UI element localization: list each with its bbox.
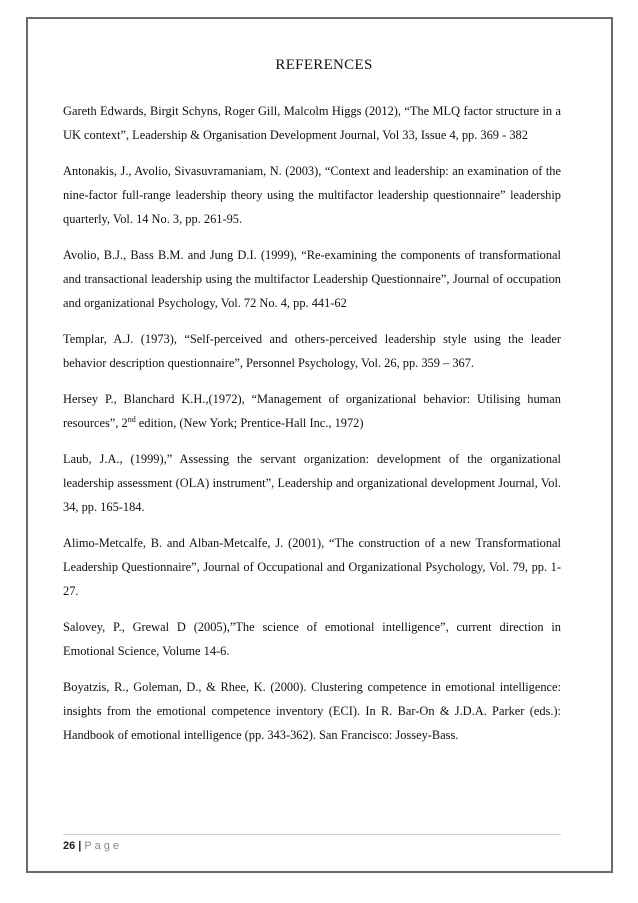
- footer-separator: |: [78, 840, 82, 852]
- page-footer: [63, 840, 122, 852]
- footer-divider: [63, 834, 561, 835]
- reference-item: Laub, J.A., (1999),” Assessing the servant organization: development of the organizational leadership assessment (OLA) instrument”, Leadership and organizational development Journal, Vol. 34, pp. 165-184.: [63, 452, 561, 514]
- reference-item: Alimo-Metcalfe, B. and Alban-Metcalfe, J. (2001), “The construction of a new Transformational Leadership Questionnaire”, Journal of Occupational and Organizational Psychology, Vol. 79, pp. 1-27.: [63, 536, 561, 598]
- reference-text-after: edition, (New York; Prentice-Hall Inc., 1972): [135, 416, 364, 430]
- page-number: 26: [63, 840, 76, 852]
- page-label: Page: [84, 840, 123, 852]
- document-body: [63, 55, 561, 759]
- reference-item: Salovey, P., Grewal D (2005),”The science of emotional intelligence”, current direction in Emotional Science, Volume 14-6.: [63, 620, 561, 658]
- reference-superscript: nd: [127, 414, 136, 424]
- reference-item: Templar, A.J. (1973), “Self-perceived and others-perceived leadership style using the leader behavior description questionnaire”, Personnel Psychology, Vol. 26, pp. 359 – 367.: [63, 332, 561, 370]
- reference-item: Boyatzis, R., Goleman, D., & Rhee, K. (2000). Clustering competence in emotional intelligence: insights from the emotional competence inventory (ECI). In R. Bar-On & J.D.A. Parker (eds.): Handbook of emotional intelligence (pp. 343-362). San Francisco: Jossey-Bass.: [63, 680, 561, 742]
- reference-item: [63, 387, 561, 435]
- reference-item: Antonakis, J., Avolio, Sivasuvramaniam, N. (2003), “Context and leadership: an examination of the nine-factor full-range leadership theory using the multifactor leadership questionnaire” leadership quarterly, Vol. 14 No. 3, pp. 261-95.: [63, 164, 561, 226]
- reference-item: Gareth Edwards, Birgit Schyns, Roger Gill, Malcolm Higgs (2012), “The MLQ factor structure in a UK context”, Leadership & Organisation Development Journal, Vol 33, Issue 4, pp. 369 - 382: [63, 104, 561, 142]
- page-title: REFERENCES: [275, 57, 373, 73]
- reference-text-before: Hersey P., Blanchard K.H.,(1972), “Management of organizational behavior: Utilising human resources”, 2: [63, 392, 561, 430]
- reference-item: Avolio, B.J., Bass B.M. and Jung D.I. (1999), “Re-examining the components of transformational and transactional leadership using the multifactor Leadership Questionnaire”, Journal of occupation and organizational Psychology, Vol. 72 No. 4, pp. 441-62: [63, 248, 561, 310]
